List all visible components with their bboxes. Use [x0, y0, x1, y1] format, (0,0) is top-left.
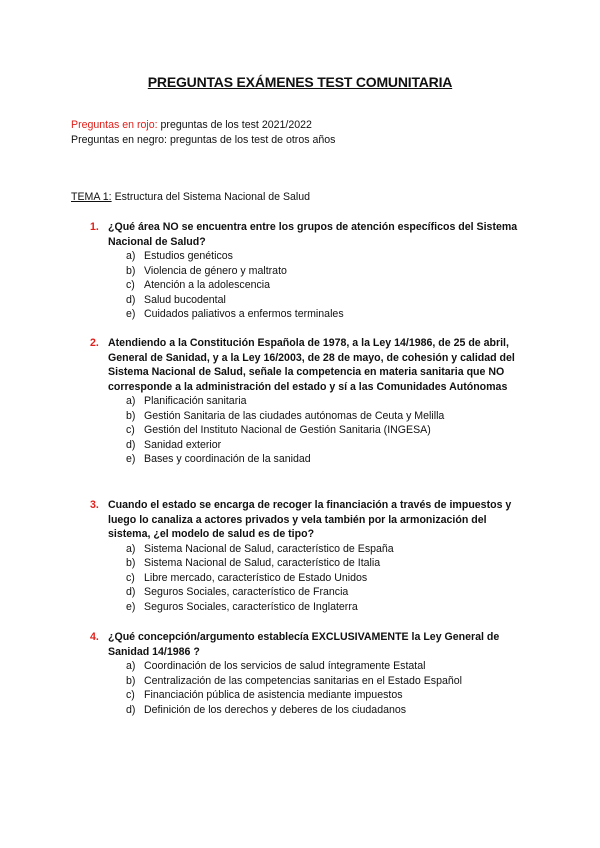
option-letter: a)	[126, 250, 136, 262]
option-letter: b)	[126, 674, 136, 687]
option-text: Planificación sanitaria	[144, 395, 247, 407]
option-text: Sanidad exterior	[144, 438, 222, 451]
question-number: 3.	[90, 499, 99, 511]
option-item	[126, 674, 520, 689]
question-text: ¿Qué área NO se encuentra entre los grupos de atención específicos del Sistema Nacional de Salud?	[108, 221, 518, 248]
question-2	[90, 336, 520, 467]
option-letter: e)	[126, 308, 136, 320]
option-item	[126, 409, 520, 424]
option-letter: c)	[126, 689, 135, 701]
option-item	[126, 423, 520, 438]
option-letter: d)	[126, 703, 136, 716]
option-text: Gestión Sanitaria de las ciudades autónomas de Ceuta y Melilla	[144, 409, 445, 422]
option-text: Salud bucodental	[144, 293, 226, 306]
question-4	[90, 630, 520, 717]
question-3	[90, 498, 520, 614]
option-letter: e)	[126, 453, 136, 465]
legend	[71, 118, 335, 147]
option-letter: a)	[126, 542, 136, 555]
option-item	[126, 703, 520, 718]
option-item	[126, 556, 520, 571]
option-item	[126, 394, 520, 409]
option-letter: b)	[126, 557, 136, 569]
option-letter: b)	[126, 409, 136, 422]
option-letter: d)	[126, 586, 136, 598]
option-text: Cuidados paliativos a enfermos terminales	[144, 308, 344, 320]
option-letter: e)	[126, 600, 136, 613]
option-text: Atención a la adolescencia	[144, 279, 271, 291]
section-heading	[71, 190, 310, 205]
options-list	[126, 659, 520, 717]
option-item	[126, 293, 520, 308]
option-item	[126, 659, 520, 674]
option-letter: b)	[126, 264, 136, 277]
section-title: Estructura del Sistema Nacional de Salud	[111, 191, 311, 203]
option-item	[126, 585, 520, 600]
option-text: Libre mercado, característico de Estado Unidos	[144, 571, 368, 584]
question-text: Atendiendo a la Constitución Española de 1978, a la Ley 14/1986, de 25 de abril, General de Sanidad, y a la Ley 16/2003, de 28 de mayo, de cohesión y calidad del Sistema Nacional de Salud, señale la competencia en materia sanitaria que NO corresponde a la administración del estado y sí a las Comunidades Autónomas	[108, 337, 515, 393]
legend-red-label: Preguntas en rojo:	[71, 119, 158, 131]
option-text: Gestión del Instituto Nacional de Gestión Sanitaria (INGESA)	[144, 424, 431, 436]
option-item	[126, 600, 520, 615]
legend-red-line	[71, 118, 335, 133]
options-list	[126, 394, 520, 467]
legend-black-line: Preguntas en negro: preguntas de los test de otros años	[71, 133, 336, 146]
option-item	[126, 438, 520, 453]
option-letter: c)	[126, 571, 135, 584]
option-item	[126, 571, 520, 586]
option-item	[126, 278, 520, 293]
option-letter: d)	[126, 438, 136, 451]
option-text: Coordinación de los servicios de salud íntegramente Estatal	[144, 660, 426, 672]
section-label: TEMA 1:	[71, 191, 112, 203]
option-item	[126, 688, 520, 703]
question-1	[90, 220, 520, 322]
option-text: Bases y coordinación de la sanidad	[144, 453, 311, 465]
options-list	[126, 249, 520, 322]
question-text: Cuando el estado se encarga de recoger la financiación a través de impuestos y luego lo canaliza a actores privados y vela también por la armonización del sistema, ¿el modelo de salud es de tipo?	[108, 499, 512, 540]
option-text: Definición de los derechos y deberes de los ciudadanos	[144, 703, 407, 716]
option-text: Sistema Nacional de Salud, característico de Italia	[144, 557, 381, 569]
option-item	[126, 249, 520, 264]
option-text: Financiación pública de asistencia mediante impuestos	[144, 689, 403, 701]
option-text: Violencia de género y maltrato	[144, 264, 287, 277]
option-text: Seguros Sociales, característico de Francia	[144, 586, 349, 598]
question-number: 4.	[90, 631, 99, 643]
option-item	[126, 452, 520, 467]
option-item	[126, 542, 520, 557]
option-text: Sistema Nacional de Salud, característico de España	[144, 542, 394, 555]
option-item	[126, 264, 520, 279]
question-text: ¿Qué concepción/argumento establecía EXCLUSIVAMENTE la Ley General de Sanidad 14/1986 ?	[108, 631, 500, 658]
option-item	[126, 307, 520, 322]
option-letter: c)	[126, 279, 135, 291]
option-letter: a)	[126, 395, 136, 407]
option-text: Centralización de las competencias sanitarias en el Estado Español	[144, 674, 462, 687]
question-number: 1.	[90, 221, 99, 233]
option-text: Estudios genéticos	[144, 250, 233, 262]
legend-red-text: preguntas de los test 2021/2022	[157, 119, 312, 131]
option-letter: c)	[126, 424, 135, 436]
option-letter: d)	[126, 293, 136, 306]
option-letter: a)	[126, 660, 136, 672]
option-text: Seguros Sociales, característico de Inglaterra	[144, 600, 358, 613]
options-list	[126, 542, 520, 615]
question-number: 2.	[90, 337, 99, 349]
page-title: PREGUNTAS EXÁMENES TEST COMUNITARIA	[147, 74, 453, 90]
